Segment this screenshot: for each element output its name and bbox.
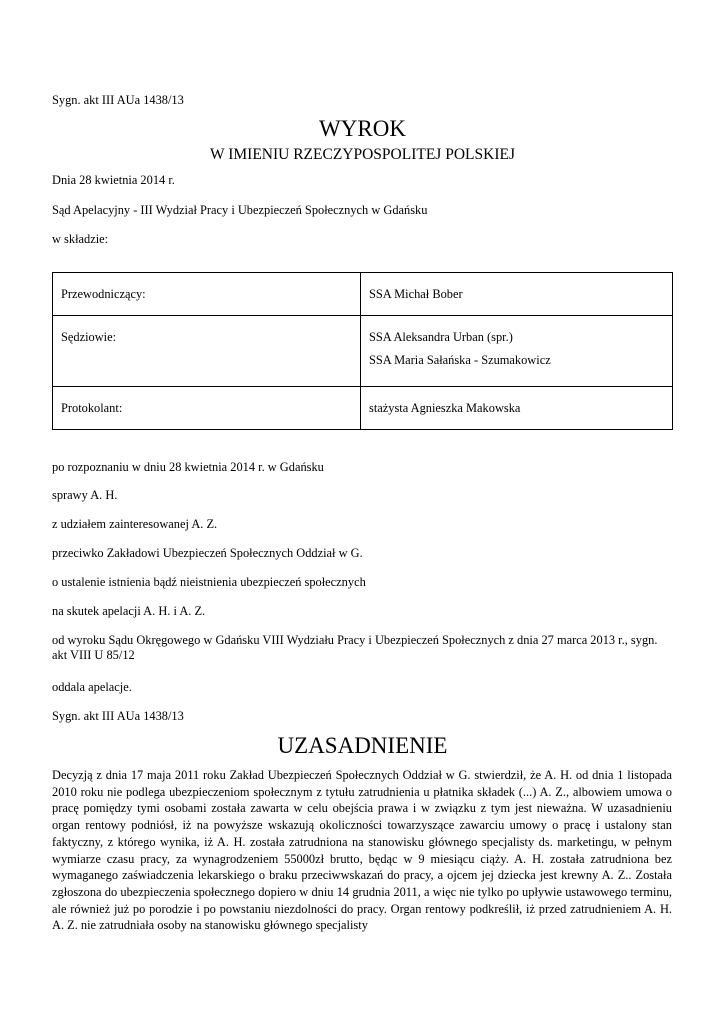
panel-row-presiding bbox=[53, 273, 673, 316]
document-title: WYROK bbox=[319, 116, 406, 141]
judgment-date: Dnia 28 kwietnia 2014 r. bbox=[52, 173, 175, 187]
court-name: Sąd Apelacyjny - III Wydział Pracy i Ubezpieczeń Społecznych w Gdańsku bbox=[52, 203, 428, 217]
against-line: przeciwko Zakładowi Ubezpieczeń Społecznych Oddział w G. bbox=[52, 546, 363, 560]
subject-line: o ustalenie istnienia bądź nieistnienia ubezpieczeń społecznych bbox=[52, 575, 366, 589]
case-signature-justification: Sygn. akt III AUa 1438/13 bbox=[52, 709, 184, 723]
panel-label-presiding: Przewodniczący: bbox=[53, 273, 361, 316]
panel-value-judges bbox=[361, 316, 673, 387]
panel-value-presiding: SSA Michał Bober bbox=[361, 273, 673, 316]
case-of-line: sprawy A. H. bbox=[52, 488, 118, 502]
panel-label-clerk: Protokolant: bbox=[53, 387, 361, 430]
participant-line: z udziałem zainteresowanej A. Z. bbox=[52, 517, 218, 531]
panel-row-clerk bbox=[53, 387, 673, 430]
panel-value-clerk: stażysta Agnieszka Makowska bbox=[361, 387, 673, 430]
case-signature-top: Sygn. akt III AUa 1438/13 bbox=[52, 93, 184, 107]
appeal-line: na skutek apelacji A. H. i A. Z. bbox=[52, 604, 206, 618]
panel-judge-1: SSA Aleksandra Urban (spr.) bbox=[369, 330, 513, 344]
panel-label-judges: Sędziowie: bbox=[53, 316, 361, 387]
document-subtitle: W IMIENIU RZECZYPOSPOLITEJ POLSKIEJ bbox=[210, 146, 515, 163]
court-panel-table bbox=[52, 272, 673, 430]
panel-judge-2: SSA Maria Sałańska - Szumakowicz bbox=[369, 353, 551, 367]
appealed-judgment-line: od wyroku Sądu Okręgowego w Gdańsku VIII Wydziału Pracy i Ubezpieczeń Społecznych z dnia 27 marca 2013 r., sygn. akt VIII U 85/12 bbox=[52, 633, 658, 662]
justification-heading: UZASADNIENIE bbox=[277, 733, 448, 758]
ruling-line: oddala apelacje. bbox=[52, 680, 132, 694]
panel-row-judges bbox=[53, 316, 673, 387]
justification-paragraph: Decyzją z dnia 17 maja 2011 roku Zakład Ubezpieczeń Społecznych Oddział w G. stwierdził, że A. H. od dnia 1 listopada 2010 roku nie podlega ubezpieczeniom społecznym z tytułu zatrudnienia u płatnika składek (...) A. Z., albowiem umowa o pracę pomiędzy tymi osobami została zawarta w celu obejścia prawa i w związku z tym jest nieważna. W uzasadnieniu organ rentowy podniósł, iż na powyższe wskazują okoliczności towarzyszące zawarciu umowy o pracę i ustalony stan faktyczny, z którego wynika, iż A. H. została zatrudniona na stanowisku głównego specjalisty ds. marketingu, w pełnym wymiarze czasu pracy, za wynagrodzeniem 55000zł brutto, będąc w 9 miesiącu ciąży. A. H. została zatrudniona bez wymaganego zaświadczenia lekarskiego o braku przeciwwskazań do pracy, a ojcem jej dziecka jest krewny A. Z.. Została zgłoszona do ubezpieczenia społecznego dopiero w dniu 14 grudnia 2011, a więc nie tylko po upływie ustawowego terminu, ale również już po porodzie i po powstaniu niezdolności do pracy. Organ rentowy podkreślił, iż przed zatrudnieniem A. H. A. Z. nie zatrudniała osoby na stanowisku głównego specjalisty bbox=[52, 768, 672, 933]
composition-intro: w składzie: bbox=[52, 232, 109, 246]
hearing-line: po rozpoznaniu w dniu 28 kwietnia 2014 r. w Gdańsku bbox=[52, 460, 324, 474]
